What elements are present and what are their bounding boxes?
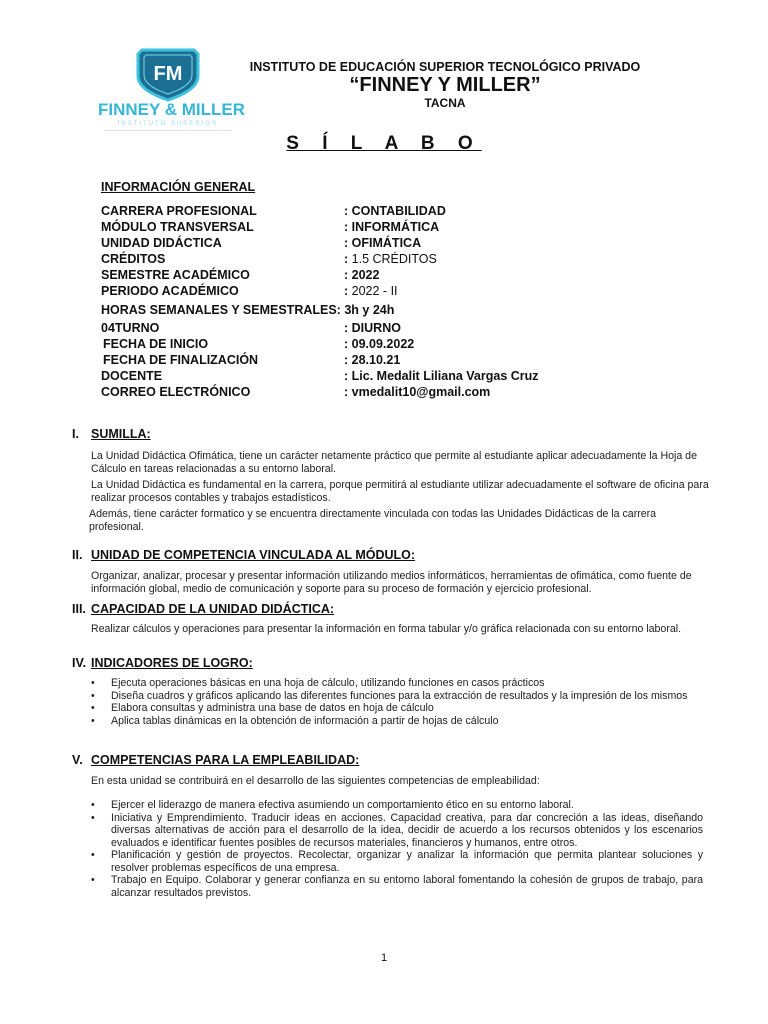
info-sep: : — [344, 252, 349, 266]
info-value: OFIMÁTICA — [351, 236, 422, 250]
info-value-modulo — [344, 220, 439, 234]
bullet-icon: • — [91, 689, 95, 702]
info-label: 04TURNO — [101, 321, 160, 335]
logo-monogram: FM — [153, 63, 183, 85]
sumilla-paragraph-2: La Unidad Didáctica es fundamental en la carrera, porque permitirá al estudiante utilizar adecuadamente el software de oficina para realizar procesos contables y trabajos estadísticos. — [91, 479, 709, 504]
info-label: UNIDAD DIDÁCTICA — [101, 236, 222, 250]
bullet-icon: • — [91, 714, 95, 727]
info-value: 28.10.21 — [351, 353, 401, 367]
info-value: INFORMÁTICA — [351, 220, 440, 234]
institution-city: TACNA — [424, 96, 466, 110]
list-item-text: Ejecuta operaciones básicas en una hoja de cálculo, utilizando funciones en casos prácticos — [111, 677, 545, 689]
info-sep: : — [344, 268, 349, 282]
info-label: PERIODO ACADÉMICO — [101, 284, 239, 298]
list-item-text: Ejercer el liderazgo de manera efectiva asumiendo un comportamiento ético en su entorno laboral. — [111, 799, 574, 811]
section-title-competencia: UNIDAD DE COMPETENCIA VINCULADA AL MÓDULO: — [91, 548, 416, 562]
info-value: 2022 — [351, 268, 380, 282]
section-title-empleabilidad: COMPETENCIAS PARA LA EMPLEABILIDAD: — [91, 753, 360, 767]
info-sep: : — [344, 385, 349, 399]
info-value-finalizacion — [344, 353, 400, 367]
section-number: V. — [72, 753, 83, 767]
info-sep: : — [344, 369, 349, 383]
info-value: 1.5 CRÉDITOS — [351, 252, 437, 266]
info-label: CARRERA PROFESIONAL — [101, 204, 257, 218]
info-value-turno — [344, 321, 401, 335]
empleabilidad-intro: En esta unidad se contribuirá en el desarrollo de las siguientes competencias de empleabilidad: — [91, 775, 540, 787]
list-item — [91, 812, 703, 850]
capacidad-paragraph: Realizar cálculos y operaciones para presentar la información en forma tabular y/o gráfica relacionada con su entorno laboral. — [91, 623, 682, 635]
info-value: CONTABILIDAD — [351, 204, 446, 218]
indicadores-list — [91, 677, 703, 727]
list-item-text: Planificación y gestión de proyectos. Recolectar, organizar y analizar la información que permita plantear soluciones y resolver problemas específicos de una empresa. — [111, 849, 703, 874]
competencia-paragraph: Organizar, analizar, procesar y presentar información utilizando medios informáticos, herramientas de ofimática, como fuente de información global, medio de comunicación y soporte para su proceso de formación y ejercicio profesional. — [91, 570, 692, 595]
info-sep: : — [344, 236, 349, 250]
info-value-docente — [344, 369, 539, 383]
list-item — [91, 874, 703, 899]
info-value-correo — [344, 385, 490, 399]
info-value: Lic. Medalit Liliana Vargas Cruz — [351, 369, 539, 383]
section-title-sumilla: SUMILLA: — [91, 427, 151, 441]
logo-brand: FINNEY & MILLER — [98, 100, 246, 119]
sumilla-paragraph-1: La Unidad Didáctica Ofimática, tiene un carácter netamente práctico que permite al estudiante aplicar adecuadamente la Hoja de Cálculo en tareas relacionadas a su entorno laboral. — [91, 450, 697, 475]
info-sep: : — [344, 204, 349, 218]
info-row-periodo — [101, 284, 239, 298]
section-number: II. — [72, 548, 83, 562]
list-item — [91, 849, 703, 874]
section-number: IV. — [72, 656, 87, 670]
info-label: SEMESTRE ACADÉMICO — [101, 268, 250, 282]
info-row-finalizacion — [103, 353, 258, 367]
section-title-capacidad: CAPACIDAD DE LA UNIDAD DIDÁCTICA: — [91, 602, 335, 616]
logo-divider — [104, 130, 232, 131]
info-row-docente — [101, 369, 162, 383]
info-row-turno — [101, 321, 159, 335]
list-item-text: Aplica tablas dinámicas en la obtención de información a partir de hojas de cálculo — [111, 714, 499, 727]
info-value-semestre — [344, 268, 379, 282]
list-item — [91, 799, 703, 812]
bullet-icon: • — [91, 874, 95, 886]
bullet-icon: • — [91, 849, 95, 861]
list-item — [91, 690, 703, 703]
info-value-inicio — [344, 337, 414, 351]
info-value-periodo — [344, 284, 398, 298]
info-sep: : — [344, 284, 349, 298]
bullet-icon: • — [91, 702, 95, 714]
list-item-text: Trabajo en Equipo. Colaborar y generar confianza en su entorno laboral fomentando la cohesión de grupos de trabajo, para alcanzar resultados previstos. — [111, 874, 703, 899]
institution-name: INSTITUTO DE EDUCACIÓN SUPERIOR TECNOLÓGICO PRIVADO — [249, 60, 641, 74]
institution-brand: “FINNEY Y MILLER” — [349, 74, 541, 96]
info-label: FECHA DE INICIO — [103, 337, 209, 351]
list-item-text: Diseña cuadros y gráficos aplicando las diferentes funciones para la extracción de resultados y la impresión de los mismos — [111, 689, 688, 702]
info-label: CRÉDITOS — [101, 252, 166, 266]
list-item-text: Elabora consultas y administra una base de datos en hoja de cálculo — [111, 702, 434, 714]
info-sep: : — [344, 337, 349, 351]
info-sep: : — [344, 220, 349, 234]
info-value: 2022 - II — [351, 284, 398, 298]
info-label: DOCENTE — [101, 369, 163, 383]
info-label: CORREO ELECTRÓNICO — [101, 385, 251, 399]
info-row-inicio — [103, 337, 208, 351]
bullet-icon: • — [91, 799, 95, 811]
logo-tagline: INSTITUTO SUPERIOR — [117, 121, 219, 127]
list-item — [91, 702, 703, 715]
section-number: III. — [72, 602, 86, 616]
info-value: vmedalit10@gmail.com — [351, 385, 491, 399]
info-row-horas — [101, 303, 394, 317]
info-row-semestre — [101, 268, 250, 282]
empleabilidad-list — [91, 799, 703, 899]
info-row-modulo — [101, 220, 254, 234]
info-label: HORAS SEMANALES Y SEMESTRALES: — [101, 303, 341, 317]
info-value-unidad — [344, 236, 421, 250]
list-item — [91, 715, 703, 728]
info-value: 09.09.2022 — [351, 337, 415, 351]
page-number: 1 — [380, 952, 388, 964]
document-title: S Í L A B O — [286, 133, 482, 154]
general-info-title: INFORMACIÓN GENERAL — [101, 180, 256, 194]
sumilla-paragraph-3: Además, tiene carácter formatico y se encuentra directamente vinculada con todas las Unidades Didácticas de la carrera profesional. — [89, 508, 657, 533]
info-sep: : — [344, 353, 349, 367]
info-row-unidad — [101, 236, 222, 250]
info-value-creditos — [344, 252, 437, 266]
bullet-icon: • — [91, 811, 95, 824]
list-item-text: Iniciativa y Emprendimiento. Traducir ideas en acciones. Capacidad creativa, para dar concreción a las ideas, diseñando diversas alternativas de acción para el desarrollo de la idea, decidir de acuerdo a los recursos obtenidos y los escenarios evaluados e identificar fuentes posibles de recursos materiales, financieros y humanos, entre otros. — [111, 811, 703, 849]
info-sep: : — [344, 321, 349, 335]
info-row-carrera — [101, 204, 257, 218]
info-value: 3h y 24h — [344, 303, 395, 317]
info-row-creditos — [101, 252, 165, 266]
info-row-correo — [101, 385, 250, 399]
info-value: DIURNO — [351, 321, 401, 335]
section-title-indicadores: INDICADORES DE LOGRO: — [91, 656, 253, 670]
info-label: MÓDULO TRANSVERSAL — [101, 220, 254, 234]
section-number: I. — [72, 427, 79, 441]
bullet-icon: • — [91, 677, 95, 689]
info-value-carrera — [344, 204, 446, 218]
list-item — [91, 677, 703, 690]
info-label: FECHA DE FINALIZACIÓN — [103, 353, 259, 367]
